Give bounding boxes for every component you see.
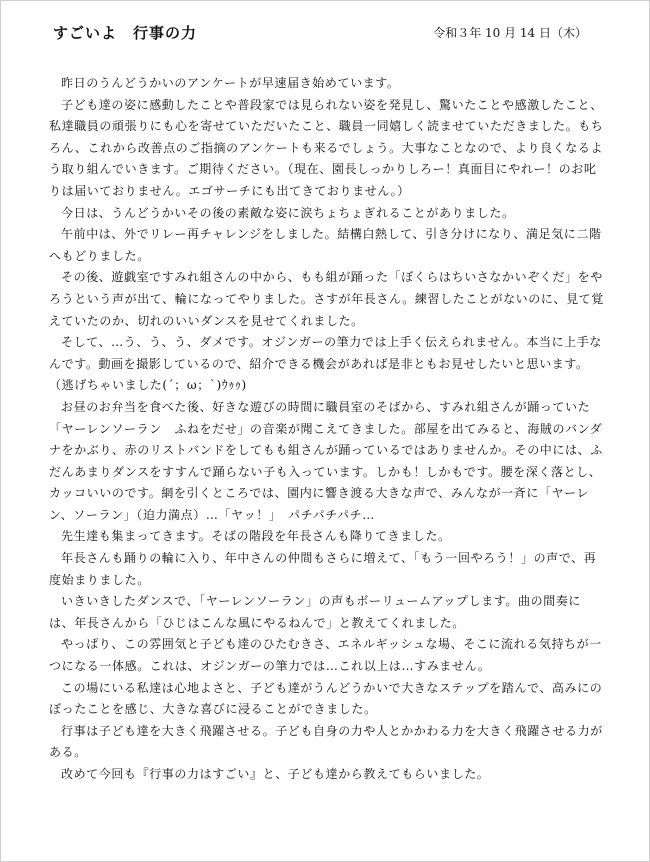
paragraph: 今日は、うんどうかいその後の素敵な姿に涙ちょちょぎれることがありました。 <box>61 205 515 220</box>
paragraph: 午前中は、外でリレー再チャレンジをしました。結構白熱して、引き分けになり、満足気に二階へもどりました。 <box>49 227 602 263</box>
paragraph: お昼のお弁当を食べた後、好きな遊びの時間に職員室のそばから、すみれ組さんが踊っていた「ヤーレンソーラン ふねをだせ」の音楽が聞こえてきました。部屋を出てみると、海賊のバンダナをかぶり、赤のリストバンドをしてもも組さんが踊っているではありませんか。その中には、ふだんあまりダンスをすすんで踊らない子も入っています。しかも！しかもです。腰を深く落とし、カッコいいのです。網を引くところでは、園内に響き渡る大きな声で、みんなが一斉に「ヤーレン、ソーラン」（迫力満点）…「ヤッ！」 パチパチパチ… <box>49 399 603 522</box>
paragraph: 改めて今回も『行事の力はすごい』と、子ども達から教えてもらいました。 <box>61 767 490 781</box>
article-body <box>49 73 605 786</box>
paragraph: 年長さんも踊りの輪に入り、年中さんの仲間もさらに増えて、「もう一回やろう！」の声で、再度始まりました。 <box>49 551 597 587</box>
paragraph: 子ども達の姿に感動したことや普段家では見られない姿を発見し、驚いたことや感激したこと、私達職員の頑張りにも心を寄せていただいたこと、職員一同嬉しく読ませていただきました。もちろん、これから改善点のご指摘のアンケートも来るでしょう。大事なことなので、より良くなるよう取り組んでいきます。ご期待ください。（現在、園長しっかりしろー！真面目にやれー！のお叱りは届いておりません。エゴサーチにも出てきておりません。） <box>49 97 604 198</box>
issue-date: 令和３年 10 月 14 日（木） <box>433 26 587 40</box>
page-title: すごいよ 行事の力 <box>53 24 198 42</box>
paragraph: その後、遊戯室ですみれ組さんの中から、もも組が踊った「ぼくらはちいさなかいぞくだ」をやろうという声が出て、輪になってやりました。さすが年長さん。練習したことがないのに、見て覚えていたのか、切れのいいダンスを見せてくれました。 <box>49 270 604 328</box>
paragraph: この場にいる私達は心地よさと、子ども達がうんどうかいで大きなステップを踏んで、高みにのぼったことを感じ、大きな喜びに浸ることができました。 <box>49 680 603 717</box>
paragraph: 行事は子ども達を大きく飛躍させる。子ども自身の力や人とかかわる力を大きく飛躍させる力がある。 <box>49 723 603 760</box>
paragraph: やっぱり、この雰囲気と子ども達のひたむきさ、エネルギッシュな場、そこに流れる気持ちが一つになる一体感。これは、オジンガーの筆力では…これ以上は…すみません。 <box>49 637 602 674</box>
paragraph: 先生達も集まってきます。そばの階段を年長さんも降りてきました。 <box>61 529 451 544</box>
paragraph: いきいきしたダンスで、「ヤーレンソーラン」の声もボーリュームアップします。曲の間奏には、年長さんから「ひじはこんな風にやるねんで」と教えてくれました。 <box>49 594 582 630</box>
paragraph: 昨日のうんどうかいのアンケートが早速届き始めています。 <box>61 76 400 90</box>
paragraph: そして、…う、う、う、ダメです。オジンガーの筆力では上手く伝えられません。本当に上手なんです。動画を撮影しているので、紹介できる機会があれば是非ともお見せしたいと思います。（逃げちゃいました(´；ω；`)ｳｩｩ) <box>49 335 603 393</box>
